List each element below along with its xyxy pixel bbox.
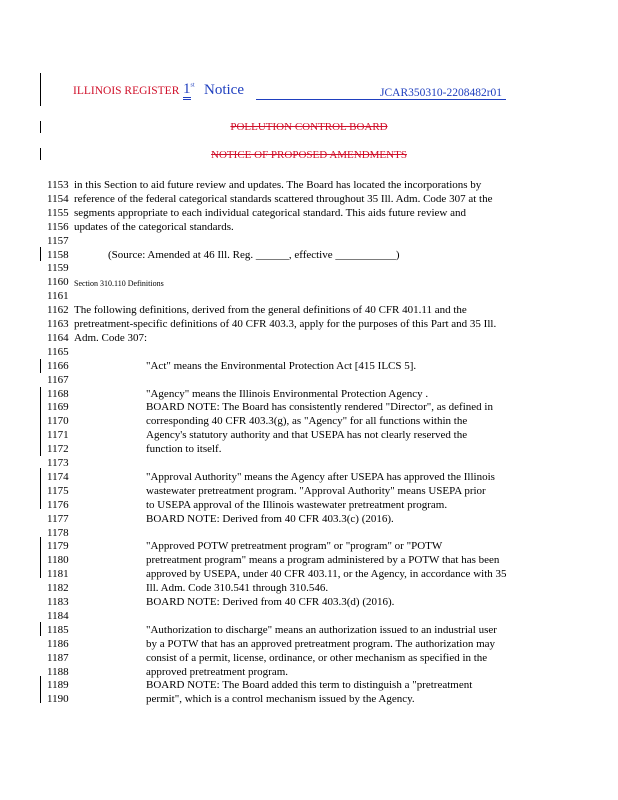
line-number: 1163	[47, 318, 69, 330]
line-number: 1156	[47, 220, 69, 233]
change-bar	[40, 387, 41, 456]
text-line: permit", which is a control mechanism issued by the Agency.	[146, 693, 415, 706]
text-line: Adm. Code 307:	[74, 331, 148, 344]
line-number: 1162	[47, 304, 69, 317]
text-line: BOARD NOTE: The Board has consistently rendered "Director", as defined in	[146, 401, 493, 414]
text-line: "Agency" means the Illinois Environmental Protection Agency .	[146, 387, 429, 400]
text-line: "Approval Authority" means the Agency after USEPA has approved the Illinois	[146, 470, 495, 483]
text-line: function to itself.	[146, 443, 222, 456]
line-number: 1186	[47, 637, 69, 650]
change-bar	[40, 247, 41, 261]
register-title: ILLINOIS REGISTER	[73, 85, 180, 97]
line-number: 1176	[47, 498, 69, 511]
text-line: segments appropriate to each individual categorical standard. This aids future review and	[74, 206, 466, 219]
change-bar	[40, 73, 41, 106]
line-number: 1189	[47, 679, 69, 692]
line-number: 1170	[47, 415, 69, 428]
text-line: BOARD NOTE: The Board added this term to distinguish a "pretreatment	[146, 679, 473, 692]
line-number: 1155	[47, 206, 69, 219]
page-number: 1st	[183, 80, 195, 98]
line-number: 1180	[47, 554, 69, 567]
line-number: 1159	[47, 262, 69, 275]
line-number: 1153	[47, 179, 69, 191]
line-number: 1173	[47, 457, 69, 469]
line-number: 1154	[47, 192, 69, 205]
text-line: by a POTW that has an approved pretreatment program. The authorization may	[146, 637, 496, 650]
change-bar	[40, 676, 41, 703]
change-bar	[40, 622, 41, 636]
line-number: 1161	[47, 290, 69, 303]
line-number: 1168	[47, 387, 69, 400]
section-heading: Section 310.110 Definitions	[74, 279, 164, 289]
text-line: Ill. Adm. Code 310.541 through 310.546.	[146, 582, 329, 595]
line-number: 1184	[47, 609, 69, 622]
text-line: Agency's statutory authority and that USEPA has not clearly reserved the	[146, 429, 468, 442]
line-number: 1190	[47, 693, 69, 706]
line-number: 1182	[47, 582, 69, 595]
text-line: approved pretreatment program.	[146, 665, 289, 678]
line-number: 1166	[47, 359, 69, 372]
line-number: 1171	[47, 429, 69, 442]
line-number: 1183	[47, 596, 69, 608]
text-line: "Authorization to discharge" means an authorization issued to an industrial user	[146, 623, 497, 636]
change-bar	[40, 468, 41, 509]
line-number: 1158	[47, 248, 69, 261]
line-number: 1188	[47, 665, 69, 678]
text-line: consist of a permit, license, ordinance, or other mechanism as specified in the	[146, 651, 488, 664]
text-line: in this Section to aid future review and updates. The Board has located the incorporations by	[74, 179, 482, 191]
text-line: wastewater pretreatment program. "Approval Authority" means USEPA prior	[146, 484, 486, 497]
line-number: 1172	[47, 443, 69, 456]
text-line: reference of the federal categorical standards scattered throughout 35 Ill. Adm. Code 307 at the	[74, 192, 493, 205]
line-number: 1165	[47, 345, 69, 358]
text-line: pretreatment program" means a program administered by a POTW that has been	[146, 554, 500, 567]
text-line: BOARD NOTE: Derived from 40 CFR 403.3(c) (2016).	[146, 512, 394, 525]
line-number: 1181	[47, 568, 69, 581]
text-line: to USEPA approval of the Illinois wastewater pretreatment program.	[146, 498, 448, 511]
line-number: 1175	[47, 484, 69, 497]
change-bar	[40, 537, 41, 578]
text-line: The following definitions, derived from the general definitions of 40 CFR 401.11 and the	[74, 304, 467, 317]
text-line: "Act" means the Environmental Protection Act [415 ILCS 5].	[146, 359, 417, 372]
line-number: 1177	[47, 512, 69, 525]
text-line: updates of the categorical standards.	[74, 220, 234, 233]
text-line: "Approved POTW pretreatment program" or "program" or "POTW	[146, 540, 443, 553]
jcar-code: JCAR350310-2208482r01	[380, 87, 503, 99]
notice-label: Notice	[204, 82, 244, 98]
line-number: 1167	[47, 373, 69, 386]
text-line: BOARD NOTE: Derived from 40 CFR 403.3(d) (2016).	[146, 596, 395, 608]
notice-title: NOTICE OF PROPOSED AMENDMENTS	[211, 149, 407, 161]
line-number: 1160	[47, 276, 69, 289]
line-number: 1185	[47, 623, 69, 636]
line-number: 1178	[47, 526, 69, 539]
text-line: (Source: Amended at 46 Ill. Reg. ______, effective ___________)	[108, 248, 400, 261]
line-number: 1157	[47, 234, 69, 247]
text-line: pretreatment-specific definitions of 40 CFR 403.3, apply for the purposes of this Part and 35 Ill.	[74, 318, 497, 330]
text-line: corresponding 40 CFR 403.3(g), as "Agency" for all functions within the	[146, 415, 468, 428]
line-number: 1187	[47, 651, 69, 664]
change-bar	[40, 359, 41, 373]
line-number: 1174	[47, 470, 69, 483]
line-number: 1164	[47, 331, 69, 344]
text-line: approved by USEPA, under 40 CFR 403.11, or the Agency, in accordance with 35	[146, 568, 507, 581]
line-number: 1169	[47, 401, 69, 414]
header-rule	[256, 99, 506, 100]
line-number: 1179	[47, 540, 69, 553]
board-title: POLLUTION CONTROL BOARD	[230, 121, 388, 133]
